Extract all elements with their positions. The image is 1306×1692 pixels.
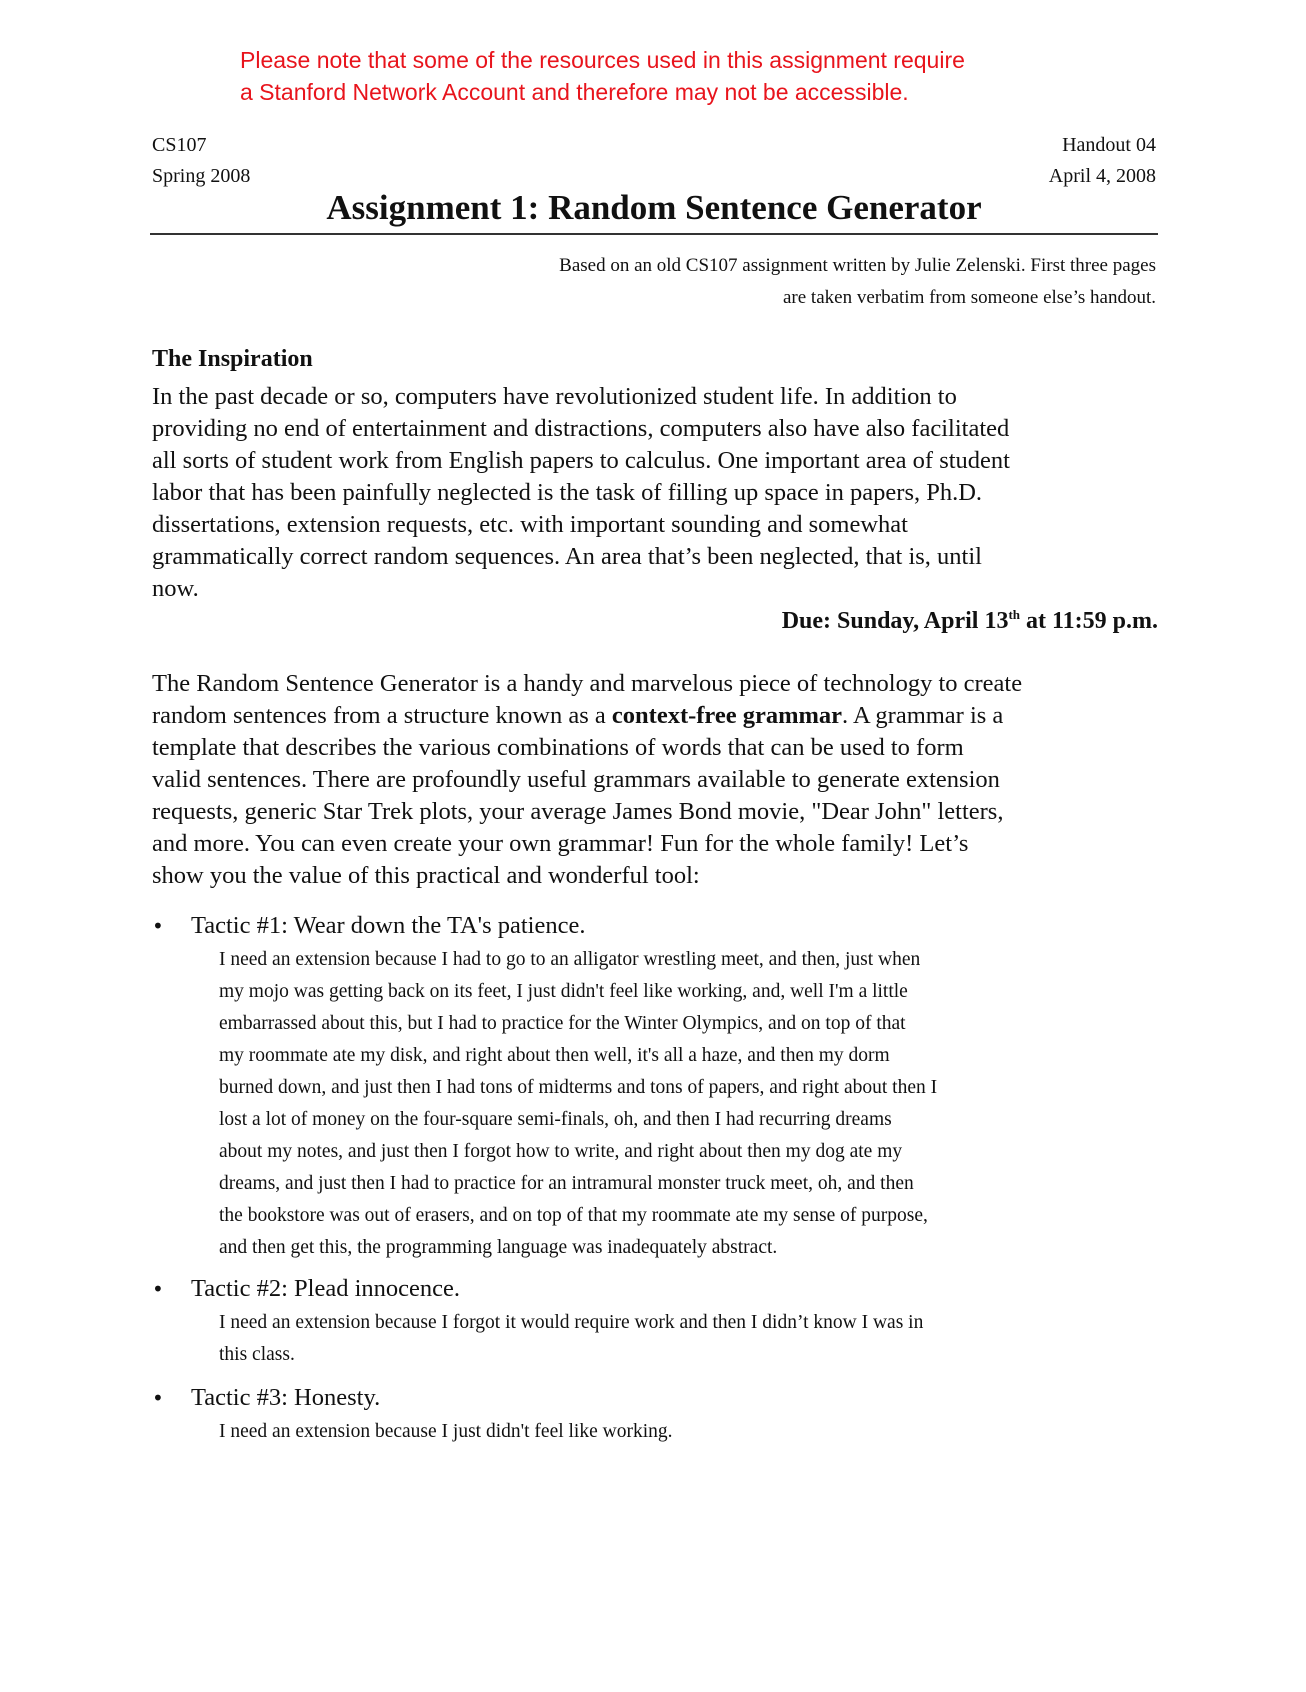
title-rule bbox=[150, 233, 1158, 235]
handout-number: Handout 04 bbox=[1062, 134, 1156, 156]
tactic-example bbox=[219, 944, 1119, 1264]
access-notice-line-2: a Stanford Network Account and therefore may not be accessible. bbox=[240, 79, 909, 105]
bullet-icon: • bbox=[152, 914, 164, 938]
paragraph-line: now. bbox=[152, 575, 199, 602]
example-line: dreams, and just then I had to practice for an intramural monster truck meet, oh, and then bbox=[219, 1173, 914, 1194]
example-line: this class. bbox=[219, 1344, 295, 1365]
example-line: burned down, and just then I had tons of midterms and tons of papers, and right about then I bbox=[219, 1077, 938, 1098]
handout-date: April 4, 2008 bbox=[1048, 165, 1156, 187]
paragraph-line: grammatically correct random sequences. An area that’s been neglected, that is, until bbox=[152, 543, 982, 570]
paragraph-line: valid sentences. There are profoundly useful grammars available to generate extension bbox=[152, 766, 1000, 793]
paragraph-line bbox=[152, 700, 1162, 732]
paragraph-text: random sentences from a structure known as a bbox=[152, 702, 612, 729]
description-paragraph bbox=[152, 668, 1162, 892]
due-date-suffix: at 11:59 p.m. bbox=[1020, 608, 1158, 634]
paragraph-line: show you the value of this practical and wonderful tool: bbox=[152, 862, 700, 889]
example-line: I need an extension because I forgot it would require work and then I didn’t know I was in bbox=[219, 1312, 924, 1333]
credit-line-2: are taken verbatim from someone else’s handout. bbox=[782, 287, 1156, 308]
access-notice bbox=[240, 44, 1140, 108]
tactic-example bbox=[219, 1307, 1119, 1371]
term: Spring 2008 bbox=[152, 165, 251, 187]
tactic-example bbox=[219, 1416, 1119, 1448]
paragraph-line: The Random Sentence Generator is a handy and marvelous piece of technology to create bbox=[152, 670, 1023, 697]
header-right bbox=[1049, 130, 1156, 192]
paragraph-line: template that describes the various combinations of words that can be used to form bbox=[152, 734, 964, 761]
example-line: I need an extension because I had to go to an alligator wrestling meet, and then, just when bbox=[219, 949, 921, 970]
paragraph-line: requests, generic Star Trek plots, your average James Bond movie, "Dear John" letters, bbox=[152, 798, 1004, 825]
example-line: lost a lot of money on the four-square semi-finals, oh, and then I had recurring dreams bbox=[219, 1109, 892, 1130]
due-date-ordinal: th bbox=[1008, 607, 1020, 622]
due-date-prefix: Due: Sunday, April 13 bbox=[781, 608, 1009, 634]
credit-line-1: Based on an old CS107 assignment written by Julie Zelenski. First three pages bbox=[559, 255, 1156, 276]
paragraph-line: providing no end of entertainment and distractions, computers also have also facilitated bbox=[152, 415, 1010, 442]
tactic-label: Tactic #1: Wear down the TA's patience. bbox=[191, 912, 586, 939]
bullet-icon: • bbox=[152, 1386, 164, 1410]
page-title: Assignment 1: Random Sentence Generator bbox=[326, 188, 982, 227]
paragraph-line: all sorts of student work from English papers to calculus. One important area of student bbox=[152, 447, 1010, 474]
bullet-icon: • bbox=[152, 1277, 164, 1301]
example-line: about my notes, and just then I forgot how to write, and right about then my dog ate my bbox=[219, 1141, 903, 1162]
course-code: CS107 bbox=[152, 134, 207, 156]
context-free-grammar-term: context-free grammar bbox=[611, 702, 843, 729]
example-line: embarrassed about this, but I had to practice for the Winter Olympics, and on top of that bbox=[219, 1013, 906, 1034]
section-heading-inspiration: The Inspiration bbox=[152, 346, 313, 372]
paragraph-text: . A grammar is a bbox=[842, 702, 1004, 729]
due-date bbox=[782, 604, 1158, 638]
header-left bbox=[152, 130, 250, 192]
paragraph-line: and more. You can even create your own grammar! Fun for the whole family! Let’s bbox=[152, 830, 969, 857]
example-line: my mojo was getting back on its feet, I just didn't feel like working, and, well I'm a little bbox=[219, 981, 908, 1002]
inspiration-paragraph bbox=[152, 381, 1162, 605]
credit-note bbox=[356, 250, 1156, 314]
access-notice-line-1: Please note that some of the resources used in this assignment require bbox=[240, 47, 965, 73]
example-line: I need an extension because I just didn't feel like working. bbox=[219, 1421, 673, 1442]
paragraph-line: In the past decade or so, computers have revolutionized student life. In addition to bbox=[152, 383, 957, 410]
example-line: my roommate ate my disk, and right about then well, it's all a haze, and then my dorm bbox=[219, 1045, 890, 1066]
tactic-label: Tactic #2: Plead innocence. bbox=[191, 1275, 461, 1302]
example-line: and then get this, the programming language was inadequately abstract. bbox=[219, 1237, 778, 1258]
example-line: the bookstore was out of erasers, and on top of that my roommate ate my sense of purpose, bbox=[219, 1205, 928, 1226]
tactic-label: Tactic #3: Honesty. bbox=[191, 1384, 381, 1411]
paragraph-line: labor that has been painfully neglected is the task of filling up space in papers, Ph.D. bbox=[152, 479, 983, 506]
paragraph-line: dissertations, extension requests, etc. with important sounding and somewhat bbox=[152, 511, 908, 538]
